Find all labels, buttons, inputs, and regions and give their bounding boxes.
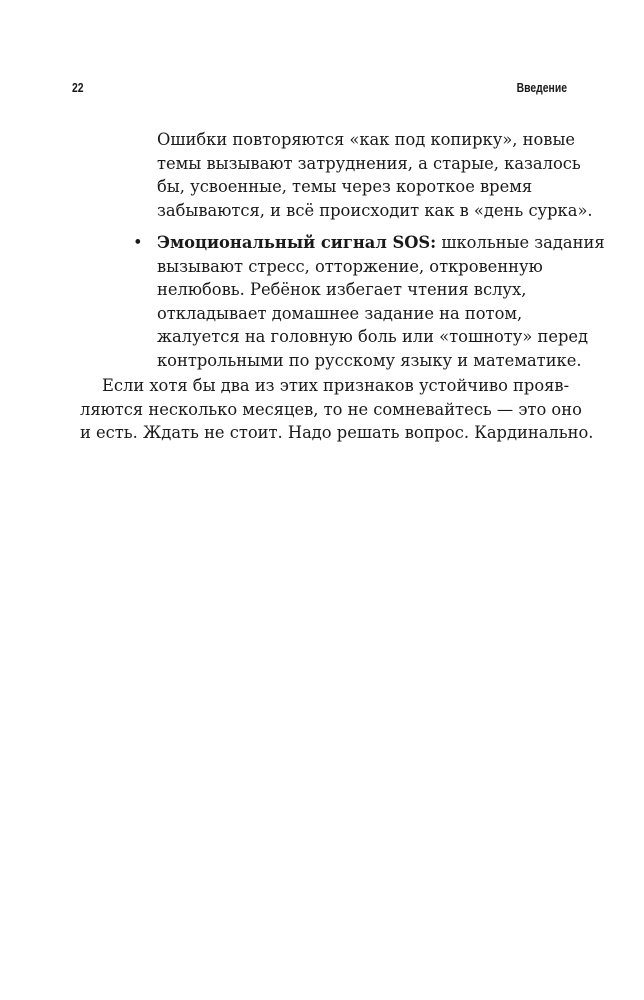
text-line: откладывает домашнее задание на потом,: [157, 303, 523, 323]
text-line: [157, 231, 605, 255]
text-line: жалуется на головную боль или «тошноту» перед: [157, 327, 589, 346]
text-line: и есть. Ждать не стоит. Надо решать вопрос. Кардинально.: [80, 423, 594, 442]
text-line: темы вызывают затруднения, а старые, казалось: [157, 153, 581, 173]
text-line: Ошибки повторяются «как под копирку», новые: [157, 130, 576, 149]
text-line: нелюбовь. Ребёнок избегает чтения вслух,: [157, 280, 527, 299]
paragraph-continuation: [157, 128, 593, 222]
bullet-marker: •: [133, 233, 143, 252]
text-line: контрольными по русскому языку и математике.: [157, 350, 582, 370]
bullet-first-line: школьные задания: [436, 233, 605, 252]
text-line: бы, усвоенные, темы через короткое время: [157, 177, 533, 196]
text-line: ляются несколько месяцев, то не сомневайтесь — это оно: [80, 399, 582, 419]
paragraph-conclusion: [80, 374, 594, 445]
bullet-lead: Эмоциональный сигнал SOS:: [157, 233, 437, 252]
text-line: Если хотя бы два из этих признаков устойчиво прояв-: [102, 376, 570, 395]
text-line: вызывают стресс, отторжение, откровенную: [157, 256, 543, 276]
running-header: Введение: [516, 80, 567, 95]
page-number: 22: [72, 80, 84, 95]
text-line: забываются, и всё происходит как в «день сурка».: [157, 200, 593, 220]
bullet-item-sos: [157, 231, 605, 372]
